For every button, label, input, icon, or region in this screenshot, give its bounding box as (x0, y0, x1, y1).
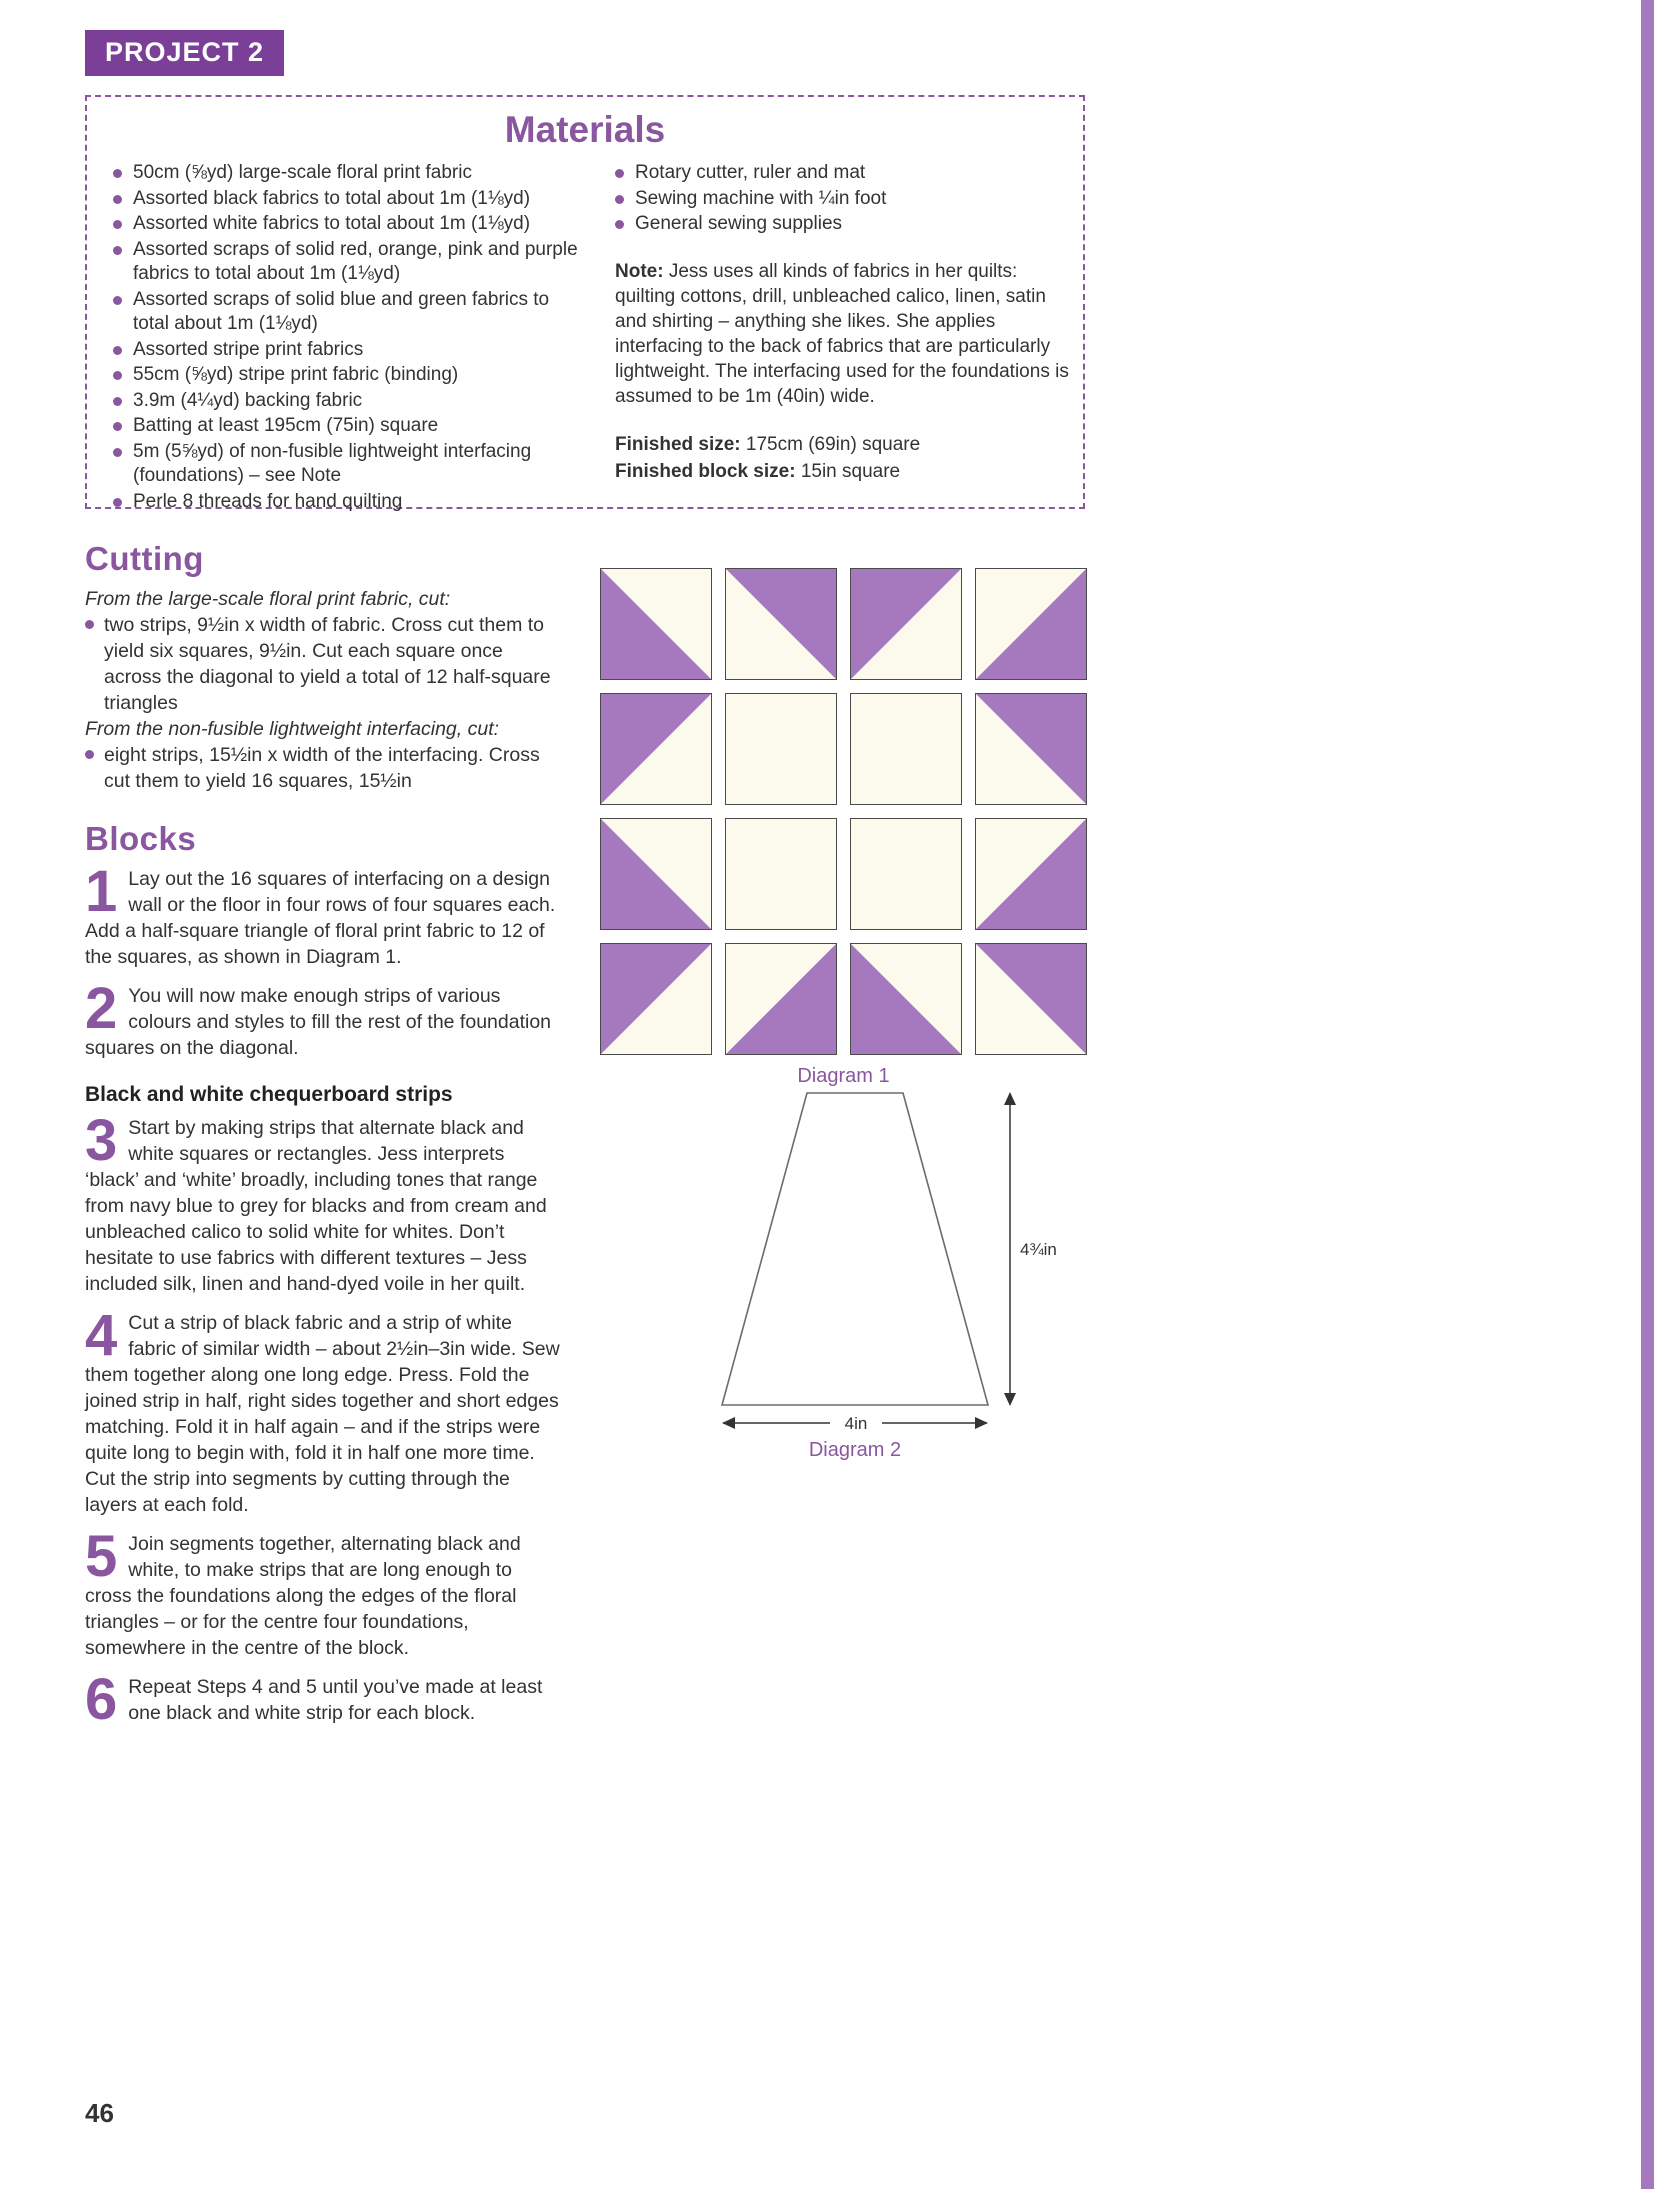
step-text: Repeat Steps 4 and 5 until you’ve made at least one black and white strip for each block. (128, 1676, 543, 1724)
finished-size (615, 431, 1075, 485)
floral-triangle (726, 569, 836, 679)
step-text: Lay out the 16 squares of interfacing on a design wall or the floor in four rows of four squares each. Add a half-square triangle of floral print fabric to 12 of the squares, as shown in Diagram 1. (85, 868, 556, 968)
trapezoid-shape (722, 1093, 988, 1405)
block-step-1 (85, 859, 563, 970)
arrow-right-icon (975, 1417, 988, 1429)
note-text: Jess uses all kinds of fabrics in her quilts: quilting cottons, drill, unbleached calico, linen, satin and shirting – anything she likes. She applies interfacing to the back of fabrics that are particularly lightweight. The interfacing used for the foundations is assumed to be 1m (40in) wide. (615, 260, 1069, 407)
cutting-title: Cutting (85, 540, 204, 577)
floral-triangle (851, 944, 961, 1054)
blocks-title: Blocks (85, 820, 197, 857)
materials-item-text: General sewing supplies (635, 213, 843, 234)
floral-triangle (601, 569, 711, 679)
bullet-icon (113, 498, 122, 507)
materials-item (615, 212, 1075, 237)
floral-triangle (976, 944, 1086, 1054)
floral-triangle (726, 944, 836, 1054)
block-step-4 (85, 1303, 563, 1518)
bullet-icon (615, 220, 624, 229)
project-banner: PROJECT 2 (85, 30, 284, 76)
bullet-icon (113, 220, 122, 229)
grid-cell (975, 943, 1087, 1055)
step-text: You will now make enough strips of various colours and styles to fill the rest of the foundation squares on the diagonal. (85, 985, 552, 1059)
trapezoid-diagram (690, 1085, 1090, 1435)
materials-item-text: Assorted scraps of solid red, orange, pink and purple fabrics to total about 1m (1⅛yd) (133, 238, 578, 284)
diagram1-caption: Diagram 1 (797, 1065, 890, 1087)
floral-triangle (851, 569, 961, 679)
step-number: 5 (85, 1524, 118, 1589)
floral-triangle (976, 694, 1086, 804)
finished-size-value: 175cm (69in) square (740, 433, 921, 455)
materials-item-text: Sewing machine with ¼in foot (635, 187, 887, 209)
grid-cell (600, 568, 712, 680)
bullet-icon (113, 195, 122, 204)
quilt-grid (600, 568, 1087, 1055)
diagram1 (600, 568, 1087, 1088)
arrow-down-icon (1004, 1393, 1016, 1406)
grid-cell (600, 943, 712, 1055)
grid-cell (850, 818, 962, 930)
materials-item (113, 212, 581, 237)
diagram2-caption: Diagram 2 (808, 1439, 902, 1461)
materials-item-text: 3.9m (4¼yd) backing fabric (133, 389, 363, 411)
finished-block-line (615, 458, 1075, 485)
cutting-item (85, 612, 563, 716)
materials-item-text: Assorted white fabrics to total about 1m (1⅛yd) (133, 213, 531, 234)
bullet-icon (113, 397, 122, 406)
materials-item (113, 414, 581, 439)
materials-panel (85, 95, 1085, 512)
grid-cell (975, 818, 1087, 930)
materials-item (615, 187, 1075, 212)
materials-item-text: Assorted scraps of solid blue and green fabrics to total about 1m (1⅛yd) (133, 288, 550, 334)
cutting-intro-floral: From the large-scale floral print fabric, cut: (85, 588, 451, 610)
height-dimension-label: 4¾in (1020, 1240, 1057, 1259)
step-number: 3 (85, 1108, 118, 1173)
finished-block-value: 15in square (795, 460, 901, 482)
grid-cell (725, 818, 837, 930)
grid-cell (725, 943, 837, 1055)
bullet-icon (113, 346, 122, 355)
materials-item (113, 238, 581, 287)
floral-triangle (601, 694, 711, 804)
step-text: Cut a strip of black fabric and a strip of white fabric of similar width – about 2½in–3in wide. Sew them together along one long edge. Press. Fold the joined strip in half, right sides together and short edges matching. Fold it in half again – and if the strips were quite long to begin with, fold it in half one more time. Cut the strip into segments by cutting through the layers at each fold. (85, 1312, 560, 1516)
floral-triangle (601, 819, 711, 929)
grid-cell (850, 693, 962, 805)
step-number: 2 (85, 976, 118, 1041)
cutting-item-text: eight strips, 15½in x width of the interfacing. Cross cut them to yield 16 squares, 15½in (104, 744, 540, 792)
step-number: 1 (85, 859, 118, 924)
step-text: Start by making strips that alternate black and white squares or rectangles. Jess interprets ‘black’ and ‘white’ broadly, including tones that range from navy blue to grey for blacks and from cream and unbleached calico to solid white for whites. Don’t hesitate to use fabrics with different textures – Jess included silk, linen and hand-dyed voile in her quilt. (85, 1117, 547, 1295)
bullet-icon (615, 195, 624, 204)
block-step-6 (85, 1667, 563, 1732)
diagram2 (690, 1085, 1090, 1480)
block-step-5 (85, 1524, 563, 1661)
cutting-item (85, 742, 563, 794)
materials-item-text: Perle 8 threads for hand quilting (133, 490, 403, 512)
width-dimension-label: 4in (844, 1414, 868, 1433)
grid-cell (600, 818, 712, 930)
finished-size-label: Finished size: (615, 433, 741, 455)
block-step-2 (85, 976, 563, 1061)
materials-item (113, 161, 581, 186)
finished-size-line (615, 431, 1075, 458)
grid-cell (600, 693, 712, 805)
grid-cell (725, 693, 837, 805)
bullet-icon (615, 169, 624, 178)
materials-list-left (87, 161, 581, 515)
materials-item-text: Rotary cutter, ruler and mat (635, 162, 866, 183)
bullet-icon (85, 620, 94, 629)
materials-item-text: 50cm (⅝yd) large-scale floral print fabric (133, 162, 472, 183)
step-number: 4 (85, 1303, 118, 1368)
grid-cell (975, 693, 1087, 805)
block-step-3 (85, 1108, 563, 1297)
floral-triangle (976, 569, 1086, 679)
step-number: 6 (85, 1667, 118, 1732)
step-text: Join segments together, alternating black and white, to make strips that are long enough to cross the foundations along the edges of the floral triangles – or for the centre four foundations, somewhere in the centre of the block. (85, 1533, 521, 1659)
bullet-icon (113, 448, 122, 457)
materials-item-text: Batting at least 195cm (75in) square (133, 415, 439, 436)
arrow-left-icon (722, 1417, 735, 1429)
cutting-intro-interfacing: From the non-fusible lightweight interfacing, cut: (85, 718, 500, 740)
cutting-item-text: two strips, 9½in x width of fabric. Cross cut them to yield six squares, 9½in. Cut each square once across the diagonal to yield a total of 12 half-square triangles (104, 614, 551, 714)
bullet-icon (113, 296, 122, 305)
materials-item (113, 288, 581, 337)
materials-item (113, 440, 581, 489)
materials-item-text: 5m (5⅝yd) of non-fusible lightweight interfacing (foundations) – see Note (133, 440, 532, 486)
materials-item-text: Assorted black fabrics to total about 1m (1⅛yd) (133, 187, 531, 209)
bullet-icon (113, 371, 122, 380)
bullet-icon (113, 169, 122, 178)
grid-cell (975, 568, 1087, 680)
materials-item (113, 490, 581, 515)
materials-item (113, 338, 581, 363)
materials-item (113, 187, 581, 212)
finished-block-label: Finished block size: (615, 460, 796, 482)
materials-title: Materials (504, 109, 666, 150)
grid-cell (850, 568, 962, 680)
chequerboard-subheading: Black and white chequerboard strips (85, 1083, 453, 1106)
materials-item-text: Assorted stripe print fabrics (133, 338, 364, 360)
note-label: Note: (615, 260, 664, 282)
arrow-up-icon (1004, 1092, 1016, 1105)
floral-triangle (601, 944, 711, 1054)
bullet-icon (113, 246, 122, 255)
page-edge-accent-bar (1641, 0, 1654, 2189)
note-paragraph (615, 259, 1075, 409)
materials-item-text: 55cm (⅝yd) stripe print fabric (binding) (133, 364, 459, 385)
grid-cell (725, 568, 837, 680)
grid-cell (850, 943, 962, 1055)
bullet-icon (85, 750, 94, 759)
materials-item (113, 363, 581, 388)
materials-item (615, 161, 1075, 186)
floral-triangle (976, 819, 1086, 929)
materials-list-right (615, 161, 1075, 515)
page-number: 46 (85, 2098, 114, 2128)
materials-item (113, 389, 581, 414)
bullet-icon (113, 422, 122, 431)
main-text-column (85, 540, 563, 1739)
